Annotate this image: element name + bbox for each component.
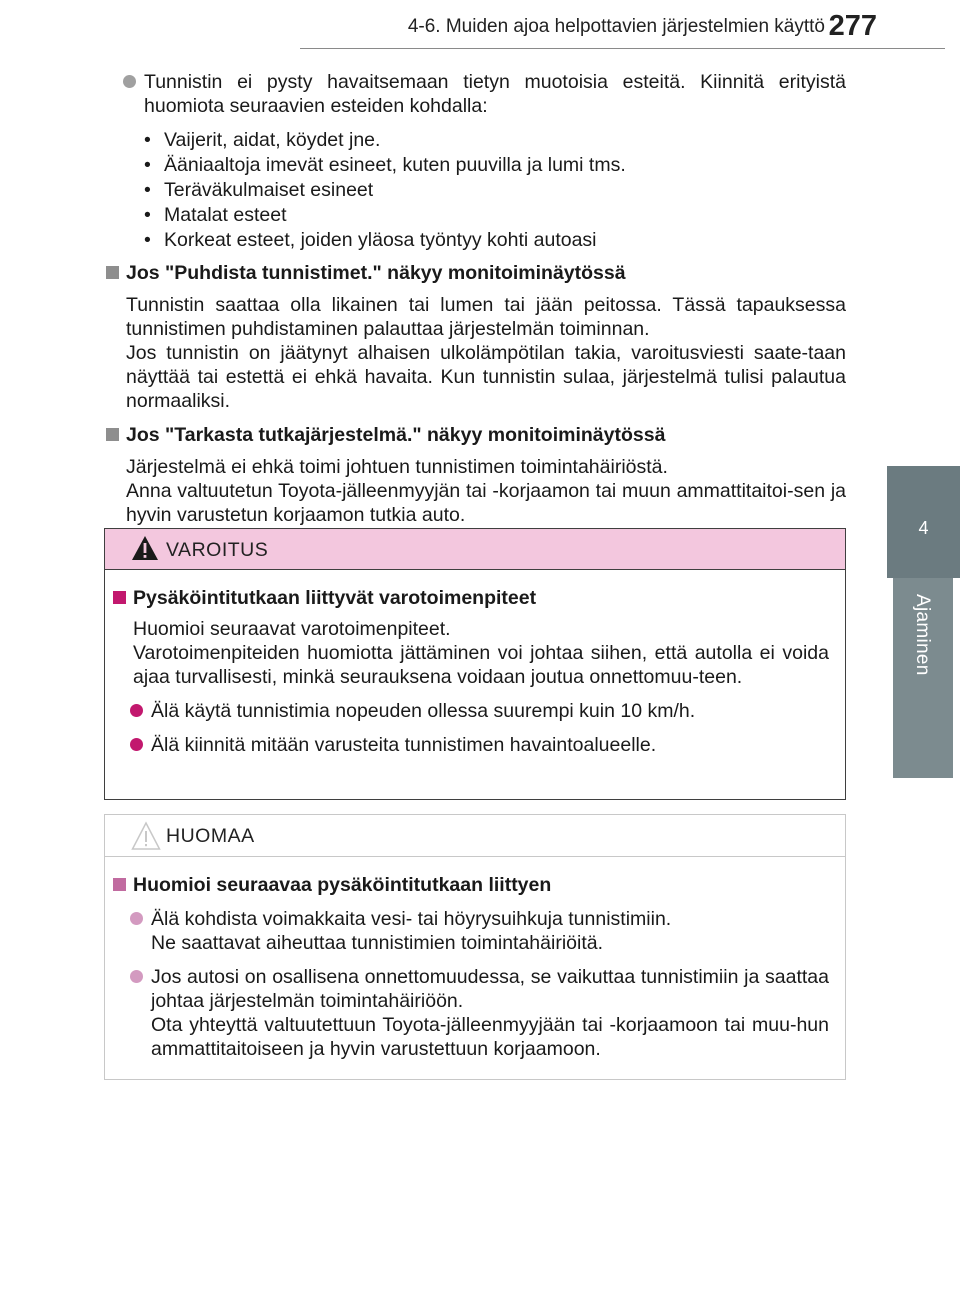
- warning-body: [105, 570, 845, 757]
- notice-bullet-line: Jos autosi on osallisena onnettomuudessa, se vaikuttaa tunnistimiin ja saattaa johtaa järjestelmän toimintahäiriöön.: [151, 966, 829, 1012]
- notice-bullet: [113, 965, 829, 1061]
- paragraph: [106, 455, 846, 527]
- warning-bullet-text: Älä kiinnitä mitään varusteita tunnistimen havaintoalueelle.: [151, 734, 657, 756]
- notice-heading: [113, 873, 829, 897]
- warning-paragraph: [113, 617, 829, 689]
- list-item: • Teräväkulmaiset esineet: [144, 178, 846, 203]
- intro-text: Tunnistin ei pysty havaitsemaan tietyn muotoisia esteitä. Kiinnitä erityistä huomiota seuraavien esteiden kohdalla:: [144, 71, 846, 117]
- warning-title: VAROITUS: [166, 539, 269, 561]
- paragraph-line: Anna valtuutetun Toyota-jälleenmyyjän tai -korjaamon tai muun ammattitaitoi-sen ja hyvin varustetun korjaamon tutkia auto.: [126, 480, 846, 526]
- bullet-dot-icon: [130, 912, 143, 925]
- square-bullet-icon: [113, 591, 126, 604]
- bullet-dot-icon: [130, 704, 143, 717]
- obstacle-list: [106, 128, 846, 253]
- warning-header: [105, 529, 845, 570]
- notice-heading-text: Huomioi seuraavaa pysäköintitutkaan liittyen: [133, 874, 552, 896]
- warning-triangle-icon: [131, 535, 159, 561]
- paragraph-line: Varotoimenpiteiden huomiotta jättäminen voi johtaa siihen, että autolla ei voida ajaa turvallisesti, minkä seurauksena voidaan joutua onnettomuu-teen.: [133, 642, 829, 688]
- page-header: [300, 0, 945, 49]
- main-content: [106, 70, 846, 527]
- chapter-label-tab[interactable]: [893, 578, 953, 778]
- paragraph-line: Järjestelmä ei ehkä toimi johtuen tunnistimen toimintahäiriöstä.: [126, 456, 668, 478]
- notice-bullet-line: Ota yhteyttä valtuutettuun Toyota-jälleenmyyjään tai -korjaamoon tai muu-hun ammattitaitoiseen ja hyvin varustettuun korjaamoon.: [151, 1014, 829, 1060]
- notice-bullet-line: Älä kohdista voimakkaita vesi- tai höyrysuihkuja tunnistimiin.: [151, 908, 672, 930]
- notice-bullet: [113, 907, 829, 955]
- notice-header: [105, 815, 845, 857]
- list-item: • Ääniaaltoja imevät esineet, kuten puuvilla ja lumi tms.: [144, 153, 846, 178]
- bullet-dot-icon: [130, 970, 143, 983]
- page-number: 277: [828, 10, 877, 42]
- square-bullet-icon: [113, 878, 126, 891]
- notice-body: [105, 857, 845, 1061]
- paragraph: [106, 293, 846, 413]
- notice-bullet-line: Ne saattavat aiheuttaa tunnistimien toimintahäiriöitä.: [151, 932, 604, 954]
- caution-triangle-icon: [131, 821, 161, 851]
- bullet-dot-icon: [130, 738, 143, 751]
- notice-box: [104, 814, 846, 1080]
- warning-bullet: [113, 699, 829, 723]
- list-item: • Matalat esteet: [144, 203, 846, 228]
- warning-bullet: [113, 733, 829, 757]
- section-heading-text: Jos "Puhdista tunnistimet." näkyy monitoiminäytössä: [126, 262, 626, 284]
- square-bullet-icon: [106, 266, 119, 279]
- bullet-dot-icon: [123, 75, 136, 88]
- paragraph-line: Huomioi seuraavat varotoimenpiteet.: [133, 618, 451, 640]
- square-bullet-icon: [106, 428, 119, 441]
- intro-bullet: [106, 70, 846, 118]
- list-item: • Vaijerit, aidat, köydet jne.: [144, 128, 846, 153]
- warning-heading: [113, 586, 829, 610]
- paragraph-line: Tunnistin saattaa olla likainen tai lumen tai jään peitossa. Tässä tapauksessa tunnistimen puhdistaminen palauttaa järjestelmän toiminnan.: [126, 294, 846, 340]
- section-heading-text: Jos "Tarkasta tutkajärjestelmä." näkyy monitoiminäytössä: [126, 424, 666, 446]
- notice-title: HUOMAA: [166, 825, 255, 847]
- section-heading-clean-sensors: [106, 261, 846, 285]
- warning-bullet-text: Älä käytä tunnistimia nopeuden ollessa suurempi kuin 10 km/h.: [151, 700, 696, 722]
- chapter-number: 4: [918, 518, 929, 538]
- paragraph-line: Jos tunnistin on jäätynyt alhaisen ulkolämpötilan takia, varoitusviesti saate-taan näyttää tai estettä ei ehkä havaita. Kun tunnistin sulaa, järjestelmä tulisi palautua normaaliksi.: [126, 342, 846, 412]
- chapter-title: 4-6. Muiden ajoa helpottavien järjestelmien käyttö: [407, 16, 825, 37]
- chapter-label: Ajaminen: [912, 594, 933, 676]
- list-item: • Korkeat esteet, joiden yläosa työntyy kohti autoasi: [144, 228, 846, 253]
- warning-box: [104, 528, 846, 800]
- warning-heading-text: Pysäköintitutkaan liittyvät varotoimenpiteet: [133, 587, 537, 609]
- section-heading-check-radar: [106, 423, 846, 447]
- chapter-tab[interactable]: [887, 466, 960, 578]
